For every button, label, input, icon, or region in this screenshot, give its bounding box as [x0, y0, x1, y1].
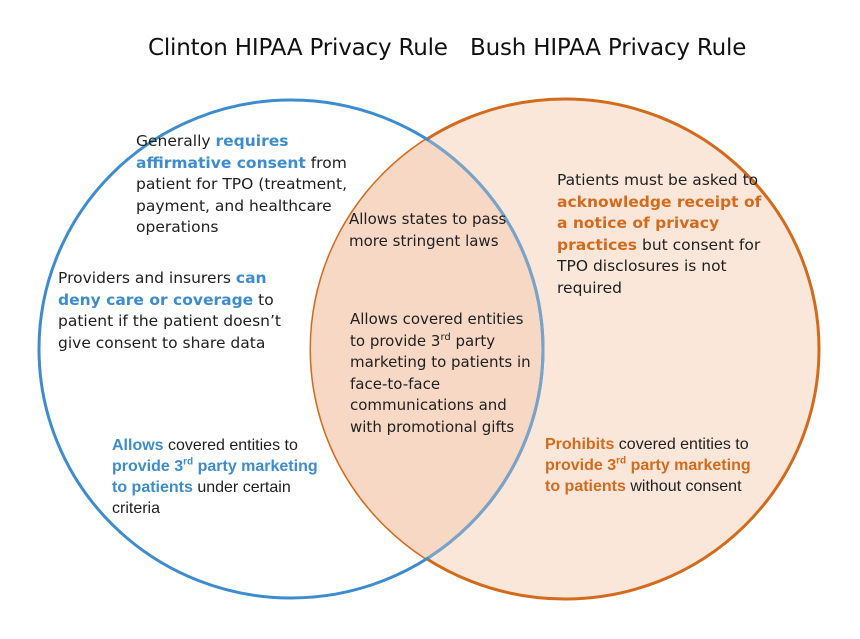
left-consent-text: Generally requires affirmative consent from patient for TPO (treatment, payment, and healthcare operations [136, 132, 347, 236]
consent-highlight: requires affirmative consent [136, 132, 306, 172]
overlap-states-text: Allows states to pass more stringent laws [349, 210, 507, 250]
right-title: Bush HIPAA Privacy Rule [470, 35, 747, 61]
left-title: Clinton HIPAA Privacy Rule [148, 35, 448, 61]
deny-highlight: can deny care or coverage [58, 269, 267, 309]
notice-highlight: acknowledge receipt of a notice of privacy practices [557, 192, 762, 254]
left-marketing-text: Allows covered entities to provide 3rd party marketing to patients under certain criteria [112, 437, 318, 517]
right-notice-text: Patients must be asked to acknowledge receipt of a notice of privacy practices but consent for TPO disclosures is not required [557, 171, 762, 297]
left-deny-text: Providers and insurers can deny care or coverage to patient if the patient doesn’t give consent to share data [58, 269, 281, 352]
right-marketing-text: Prohibits covered entities to provide 3rd party marketing to patients without consent [545, 436, 751, 495]
overlap-marketing-text: Allows covered entities to provide 3rd party marketing to patients in face-to-face communications and with promotional gifts [350, 310, 531, 436]
